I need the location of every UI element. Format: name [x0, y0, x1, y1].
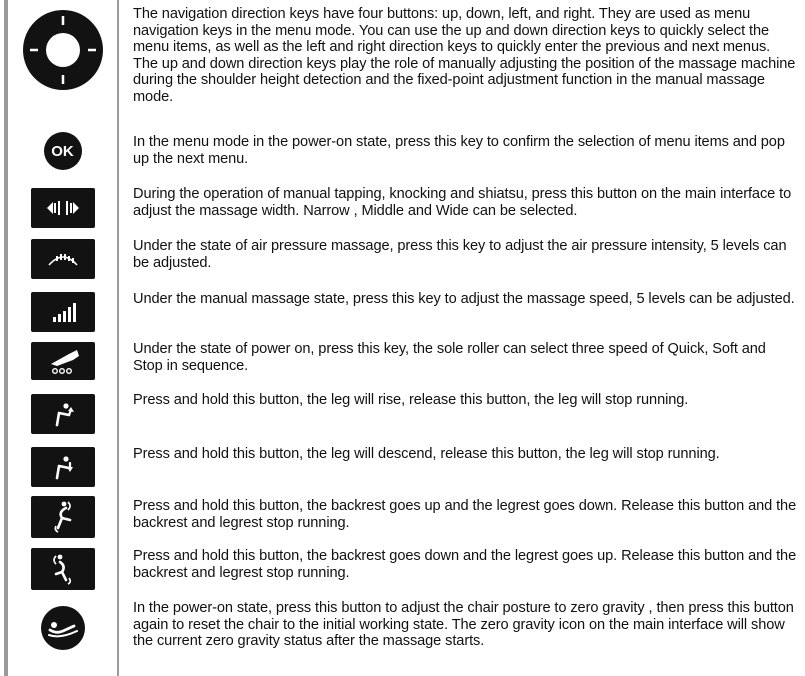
speed-bars-icon — [31, 292, 95, 332]
table-row — [0, 128, 805, 178]
description-text: Press and hold this button, the leg will rise, release this button, the leg will stop running. — [133, 392, 689, 408]
backrest-down-icon — [31, 548, 95, 590]
description-text: In the power-on state, press this button to adjust the chair posture to zero gravity , then press this button again to reset the chair to the initial working state. The zero gravity icon on the main interface will show the current zero gravity status after the massage starts. — [133, 600, 794, 650]
icon-cell — [8, 237, 117, 281]
direction-pad-icon — [21, 8, 105, 92]
table-row — [0, 233, 805, 285]
icon-cell — [8, 292, 117, 332]
description-text: Under the manual massage state, press this key to adjust the massage speed, 5 levels can be adjusted. — [133, 291, 795, 307]
description-text: Press and hold this button, the backrest goes down and the legrest goes up. Release this button and the backrest and legrest stop running. — [133, 548, 797, 581]
description-text: Under the state of power on, press this key, the sole roller can select three speed of Quick, Soft and Stop in sequence. — [133, 341, 766, 374]
table-row — [0, 181, 805, 231]
ok-label: OK — [51, 142, 74, 160]
description-text: The navigation direction keys have four buttons: up, down, left, and right. They are used as menu navigation keys in the menu mode. You can use the up and down direction keys to quickly select the menu items, as well as the left and right direction keys to quickly enter the previous and next menus. The up and down direction keys play the role of manually adjusting the position of the massage machine during the shoulder height detection and the fixed-point adjustment function in the manual massage mode. — [133, 6, 796, 105]
table-row — [0, 337, 805, 389]
backrest-up-icon — [31, 496, 95, 538]
leg-descend-icon — [31, 447, 95, 487]
icon-cell — [8, 130, 117, 172]
sole-roller-icon — [31, 342, 95, 380]
table-row — [0, 544, 805, 598]
table-row — [0, 390, 805, 442]
table-row — [0, 442, 805, 492]
icon-cell — [8, 4, 117, 96]
air-pressure-icon — [31, 239, 95, 279]
icon-cell — [8, 604, 117, 652]
table-row — [0, 286, 805, 336]
description-text: Under the state of air pressure massage, press this key to adjust the air pressure intensity, 5 levels can be adjusted. — [133, 238, 787, 271]
icon-cell — [8, 188, 117, 228]
icon-cell — [8, 546, 117, 592]
table-row — [0, 492, 805, 544]
table-row — [0, 596, 805, 676]
ok-button-icon — [44, 132, 82, 170]
icon-cell — [8, 339, 117, 383]
description-text: Press and hold this button, the leg will descend, release this button, the leg will stop running. — [133, 446, 720, 462]
icon-cell — [8, 494, 117, 540]
icon-cell — [8, 445, 117, 489]
leg-rise-icon — [31, 394, 95, 434]
icon-cell — [8, 392, 117, 436]
zero-gravity-icon — [41, 606, 85, 650]
table-row — [0, 0, 805, 128]
description-text: In the menu mode in the power-on state, press this key to confirm the selection of menu items and pop up the next menu. — [133, 134, 785, 167]
description-text: Press and hold this button, the backrest goes up and the legrest goes down. Release this button and the backrest and legrest stop running. — [133, 498, 797, 531]
description-text: During the operation of manual tapping, knocking and shiatsu, press this button on the main interface to adjust the massage width. Narrow , Middle and Wide can be selected. — [133, 186, 792, 219]
width-adjust-icon — [31, 188, 95, 228]
